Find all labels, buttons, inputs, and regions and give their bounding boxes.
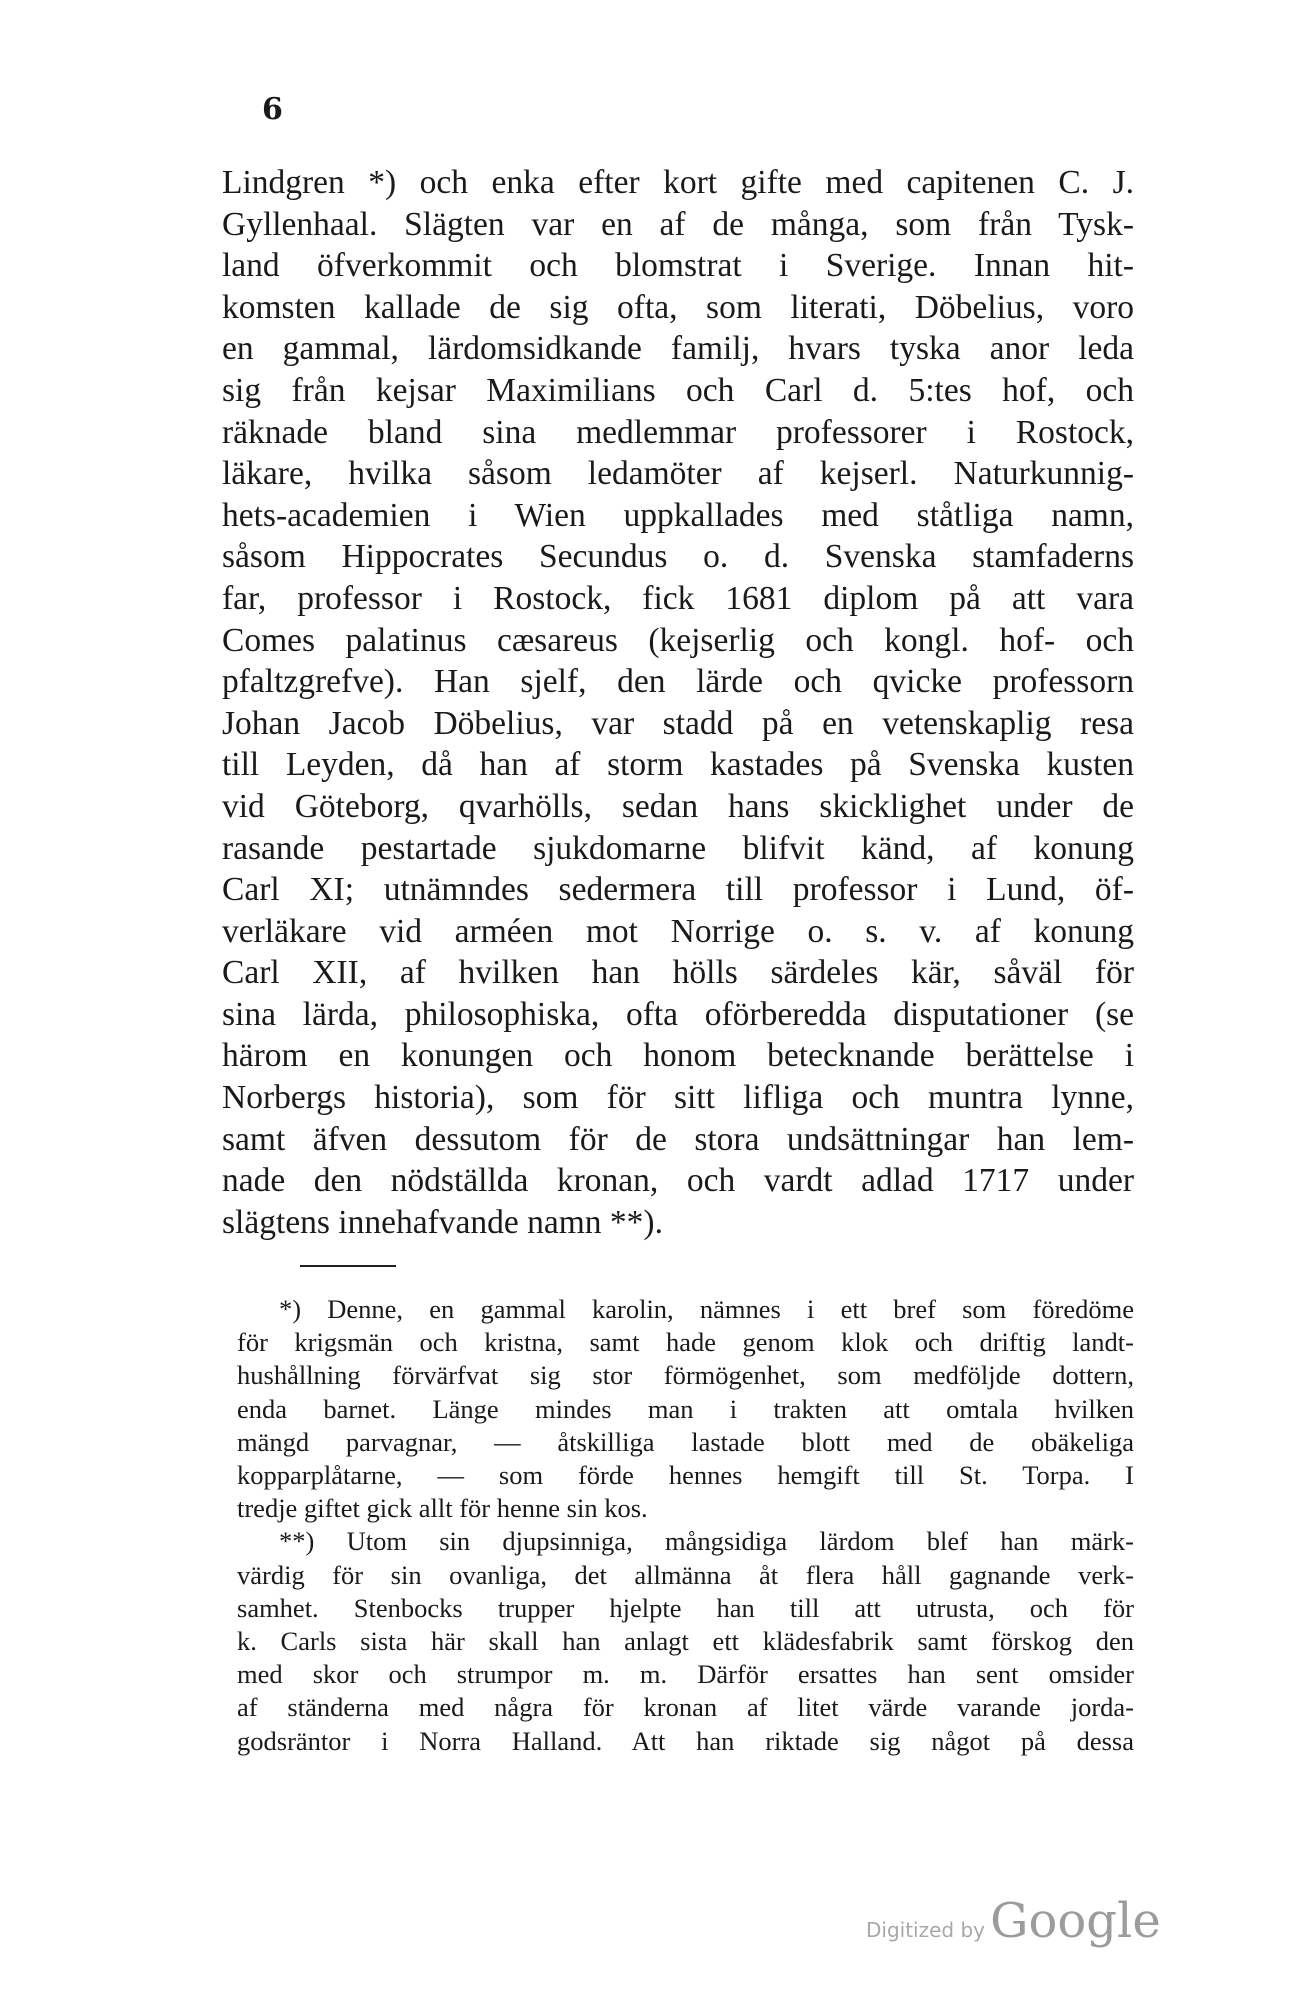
text-line: till Leyden, då han af storm kastades på Svenska kusten: [222, 746, 1134, 784]
text-line: Norbergs historia), som för sitt lifliga och muntra lynne,: [222, 1079, 1134, 1117]
text-line: pfaltzgrefve). Han sjelf, den lärde och qvicke professorn: [222, 663, 1134, 701]
text-line: läkare, hvilka såsom ledamöter af kejserl. Naturkunnig-: [222, 455, 1134, 493]
text-line: Comes palatinus cæsareus (kejserlig och kongl. hof- och: [222, 621, 1134, 659]
footnote-line: med skor och strumpor m. m. Därför ersattes han sent omsider: [237, 1659, 1134, 1690]
text-line: en gammal, lärdomsidkande familj, hvars tyska anor leda: [222, 330, 1134, 368]
text-line: land öfverkommit och blomstrat i Sverige. Innan hit-: [222, 247, 1134, 285]
footnote-line: k. Carls sista här skall han anlagt ett klädesfabrik samt förskog den: [237, 1626, 1134, 1657]
footnote-line: *) Denne, en gammal karolin, nämnes i ett bref som föredöme: [279, 1294, 1134, 1324]
text-line: Johan Jacob Döbelius, var stadd på en vetenskaplig resa: [222, 704, 1134, 742]
text-line: Carl XII, af hvilken han hölls särdeles kär, såväl för: [222, 954, 1134, 992]
text-line: slägtens innehafvande namn **).: [222, 1203, 663, 1241]
text-line: räknade bland sina medlemmar professorer i Rostock,: [222, 413, 1134, 451]
footnote-line: hushållning förvärfvat sig stor förmögenhet, som medföljde dottern,: [237, 1360, 1134, 1391]
footnote-separator: [300, 1265, 396, 1267]
text-line: Gyllenhaal. Slägten var en af de många, som från Tysk-: [222, 205, 1134, 243]
text-line: såsom Hippocrates Secundus o. d. Svenska stamfaderns: [222, 538, 1134, 576]
footnote-line: **) Utom sin djupsinniga, mångsidiga lärdom blef han märk-: [279, 1526, 1134, 1557]
watermark-prefix: Digitized by: [866, 1918, 985, 1942]
footnote-line: mängd parvagnar, — åtskilliga lastade blott med de obäkeliga: [237, 1426, 1134, 1457]
text-line: far, professor i Rostock, fick 1681 diplom på att vara: [222, 579, 1134, 617]
page-number: 6: [262, 92, 283, 127]
text-line: samt äfven dessutom för de stora undsättningar han lem-: [222, 1120, 1134, 1158]
footnote-line: enda barnet. Länge mindes man i trakten att omtala hvilken: [237, 1393, 1134, 1424]
text-line: verläkare vid arméen mot Norrige o. s. v. af konung: [222, 912, 1134, 950]
text-line: hets-academien i Wien uppkallades med ståtliga namn,: [222, 496, 1134, 534]
footnote-line: af ständerna med några för kronan af litet värde varande jorda-: [237, 1692, 1134, 1723]
digitized-watermark: [866, 1893, 1161, 1949]
footnote-line: värdig för sin ovanliga, det allmänna åt flera håll gagnande verk-: [237, 1559, 1134, 1590]
text-line: vid Göteborg, qvarhölls, sedan hans skicklighet under de: [222, 787, 1134, 825]
text-line: Carl XI; utnämndes sedermera till professor i Lund, öf-: [222, 871, 1134, 909]
text-line: nade den nödställda kronan, och vardt adlad 1717 under: [222, 1162, 1134, 1200]
text-line: härom en konungen och honom betecknande berättelse i: [222, 1037, 1134, 1075]
footnote-line: samhet. Stenbocks trupper hjelpte han till att utrusta, och för: [237, 1592, 1134, 1623]
footnote-line: tredje giftet gick allt för henne sin kos.: [237, 1493, 648, 1524]
text-line: sig från kejsar Maximilians och Carl d. 5:tes hof, och: [222, 371, 1134, 409]
footnote-line: godsräntor i Norra Halland. Att han riktade sig något på dessa: [237, 1725, 1134, 1756]
text-line: rasande pestartade sjukdomarne blifvit känd, af konung: [222, 829, 1134, 867]
footnote-line: kopparplåtarne, — som förde hennes hemgift till St. Torpa. I: [237, 1460, 1134, 1491]
footnotes: [237, 1293, 1134, 1758]
main-text: [222, 162, 1134, 1243]
footnote-line: för krigsmän och kristna, samt hade genom klok och driftig landt-: [237, 1327, 1134, 1358]
text-line: Lindgren *) och enka efter kort gifte med capitenen C. J.: [222, 164, 1134, 201]
text-line: sina lärda, philosophiska, ofta oförberedda disputationer (se: [222, 995, 1134, 1033]
watermark-brand: Google: [990, 1893, 1161, 1949]
text-line: komsten kallade de sig ofta, som literati, Döbelius, voro: [222, 288, 1134, 326]
